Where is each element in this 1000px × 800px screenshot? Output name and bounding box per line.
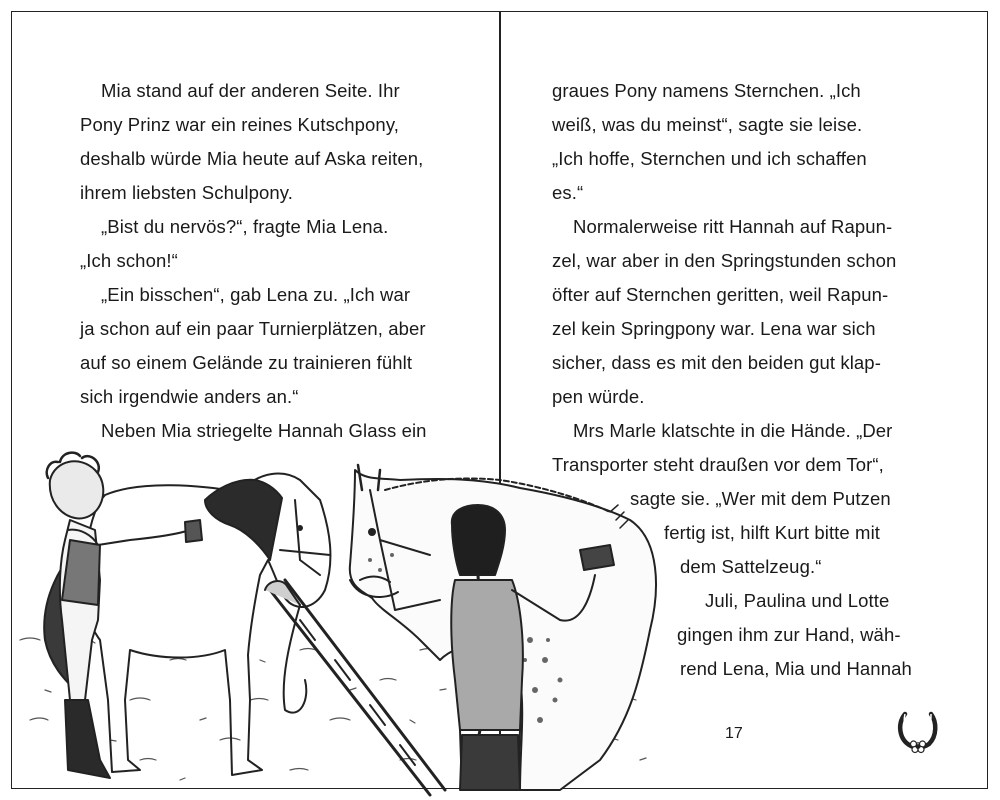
text-line: graues Pony namens Sternchen. „Ich bbox=[552, 80, 861, 101]
text-line: Mrs Marle klatschte in die Hände. „Der bbox=[573, 420, 893, 441]
text-line: sicher, dass es mit den beiden gut klap- bbox=[552, 352, 881, 373]
text-line: Transporter steht draußen vor dem Tor“, bbox=[552, 454, 884, 475]
text-line: auf so einem Gelände zu trainieren fühlt bbox=[80, 352, 413, 373]
text-line: Mia stand auf der anderen Seite. Ihr bbox=[101, 80, 400, 101]
text-line: Normalerweise ritt Hannah auf Rapun- bbox=[573, 216, 893, 237]
text-line: sagte sie. „Wer mit dem Putzen bbox=[630, 488, 891, 509]
text-line: ja schon auf ein paar Turnierplätzen, aber bbox=[80, 318, 426, 339]
text-line: ihrem liebsten Schulpony. bbox=[80, 182, 293, 203]
text-line: zel kein Springpony war. Lena war sich bbox=[552, 318, 876, 339]
text-line: zel, war aber in den Springstunden schon bbox=[552, 250, 897, 271]
text-line: öfter auf Sternchen geritten, weil Rapun- bbox=[552, 284, 889, 305]
text-line: pen würde. bbox=[552, 386, 645, 407]
text-line: fertig ist, hilft Kurt bitte mit bbox=[664, 522, 881, 543]
text-line: weiß, was du meinst“, sagte sie leise. bbox=[552, 114, 863, 135]
text-line: dem Sattelzeug.“ bbox=[680, 556, 822, 577]
text-line: es.“ bbox=[552, 182, 584, 203]
text-line: deshalb würde Mia heute auf Aska reiten, bbox=[80, 148, 424, 169]
text-line: „Ich schon!“ bbox=[80, 250, 178, 271]
text-line: „Bist du nervös?“, fragte Mia Lena. bbox=[101, 216, 389, 237]
horseshoe-icon bbox=[893, 706, 943, 756]
text-line: gingen ihm zur Hand, wäh- bbox=[677, 624, 901, 645]
text-line: Neben Mia striegelte Hannah Glass ein bbox=[101, 420, 427, 441]
text-line: rend Lena, Mia und Hannah bbox=[680, 658, 912, 679]
text-line: Juli, Paulina und Lotte bbox=[705, 590, 890, 611]
text-line: Pony Prinz war ein reines Kutschpony, bbox=[80, 114, 400, 135]
text-line: „Ein bisschen“, gab Lena zu. „Ich war bbox=[101, 284, 411, 305]
text-line: sich irgendwie anders an.“ bbox=[80, 386, 299, 407]
page-number: 17 bbox=[725, 725, 743, 742]
text-line: „Ich hoffe, Sternchen und ich schaffen bbox=[552, 148, 867, 169]
